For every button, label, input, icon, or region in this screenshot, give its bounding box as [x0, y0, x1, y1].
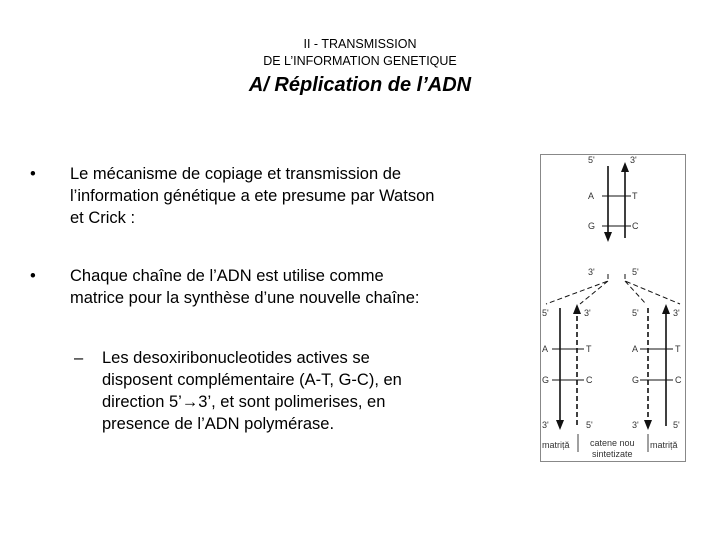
label-new-strands: catene nou	[590, 438, 635, 448]
bullet-line: presence de l’ADN polymérase.	[102, 415, 335, 433]
base-t: T	[586, 344, 592, 354]
label-3prime: 3'	[588, 267, 595, 277]
base-t: T	[632, 191, 638, 201]
label-5prime: 5'	[673, 420, 680, 430]
label-3prime: 3'	[673, 308, 680, 318]
slide-title: A/ Réplication de l’ADN	[248, 74, 472, 96]
label-3prime: 3'	[584, 308, 591, 318]
bullet-mark: •	[30, 267, 36, 285]
base-a: A	[588, 191, 595, 201]
label-3prime: 3'	[542, 420, 549, 430]
header-line-2: DE L’INFORMATION GENETIQUE	[263, 54, 457, 68]
base-a: A	[542, 344, 549, 354]
bullet-text	[70, 265, 540, 309]
label-3prime: 3'	[630, 155, 637, 165]
label-5prime: 5'	[632, 267, 639, 277]
figure-frame	[541, 155, 686, 462]
bullet-text	[70, 163, 540, 229]
bullet-line: Le mécanisme de copiage et transmission de	[70, 165, 402, 183]
label-matrix-right: matriță	[650, 440, 678, 450]
base-c: C	[586, 375, 593, 385]
sub-bullet-mark: –	[74, 349, 84, 367]
label-5prime: 3'	[632, 420, 639, 430]
bullet-line: matrice pour la synthèse d’une nouvelle chaîne:	[70, 289, 420, 307]
label-5prime: 5'	[542, 308, 549, 318]
bullet-line: Les desoxiribonucleotides actives se	[102, 349, 370, 367]
bullet-line: disposent complémentaire (A-T, G-C), en	[102, 371, 402, 389]
sub-bullet-text	[102, 347, 482, 435]
base-c: C	[675, 375, 682, 385]
dna-replication-figure	[540, 154, 686, 462]
base-a: A	[632, 344, 639, 354]
base-g: G	[632, 375, 640, 385]
label-5prime: 5'	[586, 420, 593, 430]
bullet-line: direction 5’→3’, et sont polimerises, en	[102, 393, 386, 411]
label-5prime: 5'	[632, 308, 639, 318]
base-c: C	[632, 221, 639, 231]
label-matrix-left: matriță	[542, 440, 570, 450]
bullet-line: Chaque chaîne de l’ADN est utilise comme	[70, 267, 384, 285]
base-g: G	[588, 221, 596, 231]
base-t: T	[675, 344, 681, 354]
bullet-line: l’information génétique a ete presume par Watson	[70, 187, 435, 205]
bullet-line: et Crick :	[70, 209, 136, 227]
label-new-strands: sintetizate	[592, 449, 633, 459]
base-g: G	[542, 375, 550, 385]
header-line-1: II - TRANSMISSION	[303, 37, 417, 51]
label-5prime: 5'	[588, 155, 595, 165]
bullet-mark: •	[30, 165, 36, 183]
